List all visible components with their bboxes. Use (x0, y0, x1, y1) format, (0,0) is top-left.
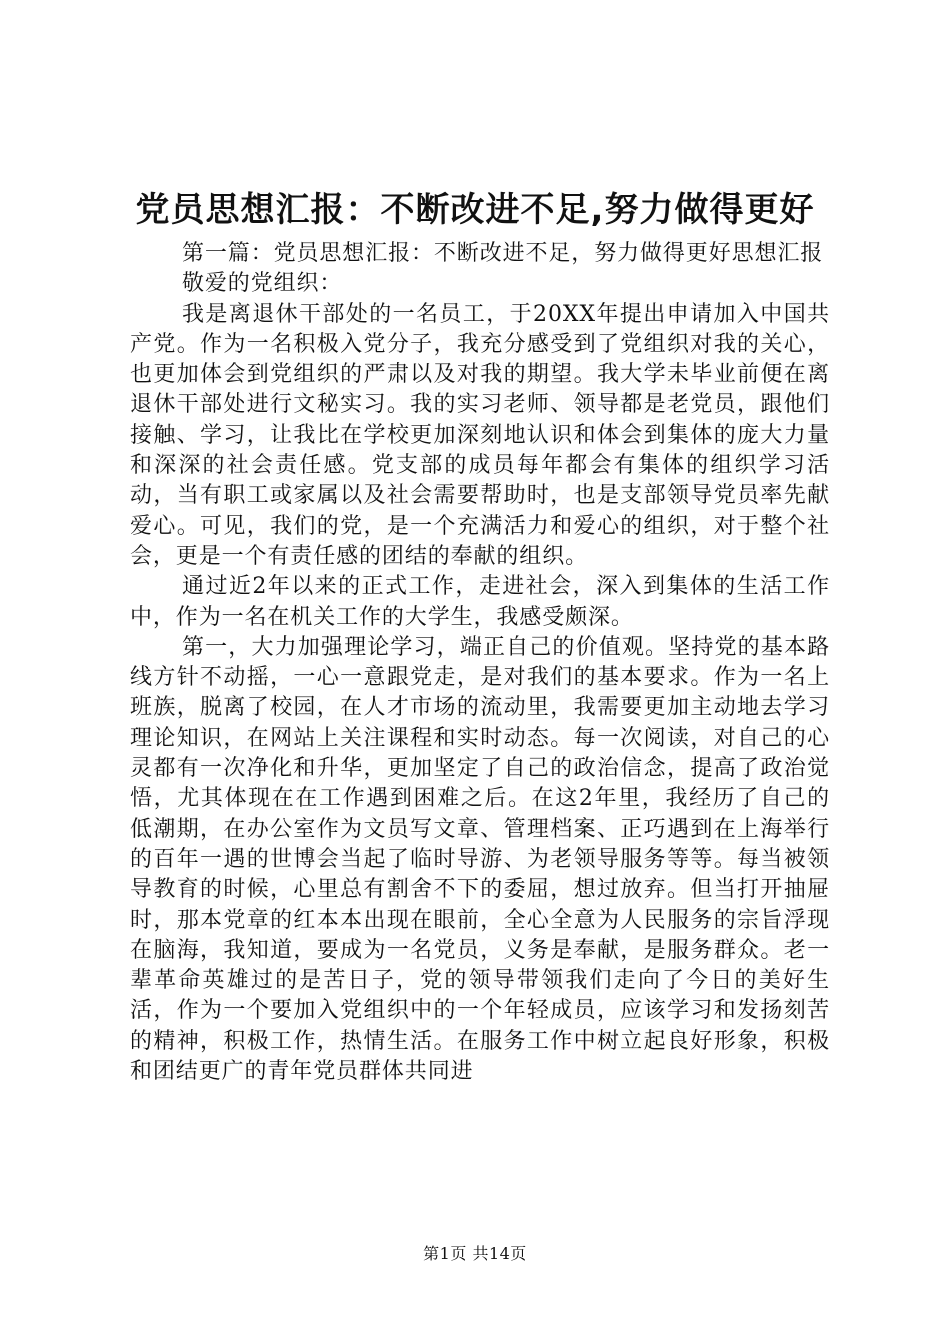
paragraph-introduction: 我是离退休干部处的一名员工，于20XX年提出申请加入中国共产党。作为一名积极入党分子，我充分感受到了党组织对我的关心，也更加体会到党组织的严肃以及对我的期望。我大学未毕业前便在离退休干部处进行文秘实习。我的实习老师、领导都是老党员，跟他们接触、学习，让我比在学校更加深刻地认识和体会到集体的庞大力量和深深的社会责任感。党支部的成员每年都会有集体的组织学习活动，当有职工或家属以及社会需要帮助时，也是支部领导党员率先献爱心。可见，我们的党，是一个充满活力和爱心的组织，对于整个社会，更是一个有责任感的团结的奉献的组织。 (130, 301, 830, 569)
document-title: 党员思想汇报：不断改进不足,努力做得更好 (135, 190, 815, 230)
paragraph-experience: 通过近2年以来的正式工作，走进社会，深入到集体的生活工作中，作为一名在机关工作的大学生，我感受颇深。 (130, 574, 830, 630)
paragraph-heading: 第一篇：党员思想汇报：不断改进不足，努力做得更好思想汇报 (182, 241, 824, 266)
paragraph-salutation: 敬爱的党组织： (182, 271, 343, 297)
document-body (130, 239, 830, 1087)
paragraph-point-one: 第一，大力加强理论学习，端正自己的价值观。坚持党的基本路线方针不动摇，一心一意跟党走，是对我们的基本要求。作为一名上班族，脱离了校园，在人才市场的流动里，我需要更加主动地去学习理论知识，在网站上关注课程和实时动态。每一次阅读，对自己的心灵都有一次净化和升华，更加坚定了自己的政治信念，提高了政治觉悟，尤其体现在在工作遇到困难之后。在这2年里，我经历了自己的低潮期，在办公室作为文员写文章、管理档案、正巧遇到在上海举行的百年一遇的世博会当起了临时导游、为老领导服务等等。每当被领导教育的时候，心里总有割舍不下的委屈，想过放弃。但当打开抽屉时，那本党章的红本本出现在眼前，全心全意为人民服务的宗旨浮现在脑海，我知道，要成为一名党员，义务是奉献，是服务群众。老一辈革命英雄过的是苦日子，党的领导带领我们走向了今日的美好生活，作为一个要加入党组织中的一个年轻成员，应该学习和发扬刻苦的精神，积极工作，热情生活。在服务工作中树立起良好形象，积极和团结更广的青年党员群体共同进 (130, 634, 830, 1085)
page-number-footer: 第1页 共14页 (423, 1244, 527, 1263)
